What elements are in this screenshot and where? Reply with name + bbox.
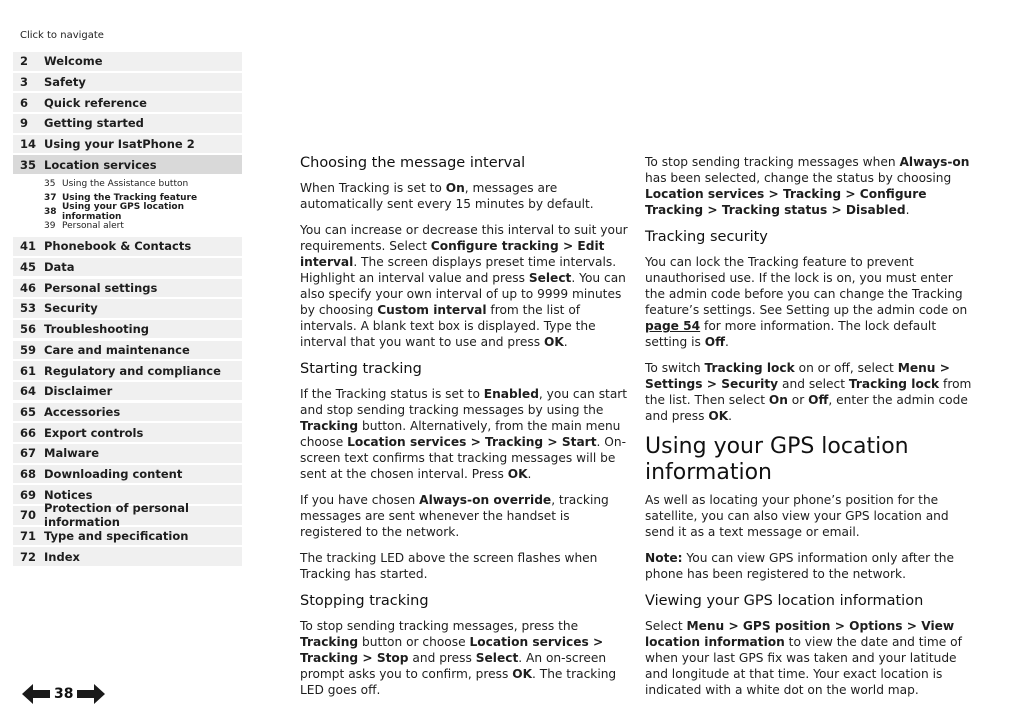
paragraph: To stop sending tracking messages, press the Tracking button or choose Location services > Tracking > Stop and press Select. An on-screen prompt asks you to confirm, press OK. The tracking LED goes off. xyxy=(300,619,617,697)
toc-label: Safety xyxy=(44,74,86,89)
toc-item-getting-started[interactable] xyxy=(13,114,242,133)
toc-page-number: 6 xyxy=(20,95,29,110)
heading-starting-tracking: Starting tracking xyxy=(300,361,422,377)
toc-item-security[interactable] xyxy=(13,299,242,318)
toc-page-number: 67 xyxy=(20,446,37,461)
toc-label: Notices xyxy=(44,487,93,502)
paragraph: Select Menu > GPS position > Options > View location information to view the date and time of when your last GPS fix was taken and your latitude and longitude at that time. Your exact location is indicated with a white dot on the world map. xyxy=(645,619,962,697)
table-of-contents xyxy=(13,52,242,568)
toc-item-data[interactable] xyxy=(13,258,242,277)
heading-using-gps-location: Using your GPS location information xyxy=(645,434,909,485)
toc-sub-page-number: 38 xyxy=(44,207,57,218)
heading-viewing-gps-location: Viewing your GPS location information xyxy=(645,593,924,609)
toc-item-quick-reference[interactable] xyxy=(13,93,242,112)
toc-item-personal-settings[interactable] xyxy=(13,279,242,298)
toc-label: Downloading content xyxy=(44,466,183,481)
toc-item-using-isatphone[interactable] xyxy=(13,135,242,154)
toc-sub-page-number: 35 xyxy=(44,179,56,190)
toc-label: Care and maintenance xyxy=(44,342,190,357)
paragraph: Note: You can view GPS information only after the phone has been registered to the network. xyxy=(645,551,954,581)
toc-label: Malware xyxy=(44,446,100,461)
toc-label: Protection of personal information xyxy=(44,501,189,530)
toc-sub-label: Using the Assistance button xyxy=(62,179,189,190)
paragraph: You can increase or decrease this interval to suit your requirements. Select Configure tracking > Edit interval. The screen displays preset time intervals. Highlight an interval value and press Select. You can also specify your own interval of up to 9999 minutes by choosing Custom interval from the list of intervals. A blank text box is displayed. Type the interval that you want to use and press OK. xyxy=(300,223,628,349)
toc-label: Type and specification xyxy=(44,529,189,543)
toc-page-number: 69 xyxy=(20,487,37,502)
toc-label: Personal settings xyxy=(44,280,158,295)
paragraph: The tracking LED above the screen flashes when Tracking has started. xyxy=(300,551,598,581)
toc-sub-label: Using your GPS location information xyxy=(62,202,185,223)
paragraph: If you have chosen Always-on override, tracking messages are sent whenever the handset is registered to the network. xyxy=(300,493,609,539)
toc-item-index[interactable] xyxy=(13,547,242,566)
toc-item-care-maintenance[interactable] xyxy=(13,341,242,360)
toc-sub-item-assistance-button[interactable] xyxy=(13,177,242,191)
toc-label: Welcome xyxy=(44,54,103,69)
toc-page-number: 53 xyxy=(20,301,37,316)
toc-page-number: 64 xyxy=(20,384,37,399)
toc-item-phonebook-contacts[interactable] xyxy=(13,237,242,256)
toc-page-number: 68 xyxy=(20,466,37,481)
toc-page-number: 56 xyxy=(20,322,37,337)
next-page-arrow-icon[interactable] xyxy=(77,684,105,704)
toc-sub-page-number: 37 xyxy=(44,193,57,204)
toc-page-number: 65 xyxy=(20,404,37,419)
toc-label: Index xyxy=(44,549,80,564)
toc-item-welcome[interactable] xyxy=(13,52,242,71)
page-number: 38 xyxy=(54,686,74,702)
toc-page-number: 61 xyxy=(20,363,37,378)
toc-item-accessories[interactable] xyxy=(13,403,242,422)
previous-page-arrow-icon[interactable] xyxy=(22,684,50,704)
toc-page-number: 35 xyxy=(20,157,37,172)
paragraph: If the Tracking status is set to Enabled, you can start and stop sending tracking messages by using the Tracking button. Alternatively, from the main menu choose Location services > Tracking > Start. On-screen text confirms that tracking messages will be sent at the chosen interval. Press OK. xyxy=(300,387,628,481)
toc-page-number: 46 xyxy=(20,280,37,295)
toc-item-type-specification[interactable] xyxy=(13,527,242,546)
nav-hint: Click to navigate xyxy=(20,30,104,41)
toc-item-disclaimer[interactable] xyxy=(13,382,242,401)
toc-label: Phonebook & Contacts xyxy=(44,239,192,254)
toc-item-downloading-content[interactable] xyxy=(13,465,242,484)
toc-item-malware[interactable] xyxy=(13,444,242,463)
toc-page-number: 41 xyxy=(20,239,37,254)
toc-label: Quick reference xyxy=(44,95,147,110)
toc-page-number: 3 xyxy=(20,74,29,89)
toc-page-number: 71 xyxy=(20,529,37,543)
toc-page-number: 2 xyxy=(20,54,29,69)
toc-sub-label: Personal alert xyxy=(62,221,124,232)
paragraph: To switch Tracking lock on or off, select Menu > Settings > Security and select Tracking lock from the list. Then select On or Off, enter the admin code and press OK. xyxy=(645,361,972,423)
heading-message-interval: Choosing the message interval xyxy=(300,155,526,171)
toc-label: Regulatory and compliance xyxy=(44,363,221,378)
toc-item-export-controls[interactable] xyxy=(13,423,242,442)
toc-item-regulatory-compliance[interactable] xyxy=(13,361,242,380)
paragraph: When Tracking is set to On, messages are automatically sent every 15 minutes by default. xyxy=(300,181,594,211)
toc-label: Location services xyxy=(44,157,157,172)
toc-item-safety[interactable] xyxy=(13,73,242,92)
heading-tracking-security: Tracking security xyxy=(645,229,768,245)
toc-label: Data xyxy=(44,260,75,275)
paragraph: As well as locating your phone’s position for the satellite, you can also view your GPS location and send it as a text message or email. xyxy=(645,493,949,539)
toc-label: Accessories xyxy=(44,404,121,419)
content-column-left xyxy=(300,154,630,708)
toc-item-protection-personal-info[interactable] xyxy=(13,501,242,530)
heading-stopping-tracking: Stopping tracking xyxy=(300,593,429,609)
toc-page-number: 45 xyxy=(20,260,37,275)
toc-sub-item-gps-location[interactable] xyxy=(13,202,242,223)
paragraph: To stop sending tracking messages when Always-on has been selected, change the status by choosing Location services > Tracking > Configure Tracking > Tracking status > Disabled. xyxy=(645,155,970,217)
toc-label: Troubleshooting xyxy=(44,322,150,337)
toc-subsection-list xyxy=(13,176,242,237)
toc-page-number: 66 xyxy=(20,425,37,440)
toc-page-number: 14 xyxy=(20,137,37,151)
toc-label: Disclaimer xyxy=(44,384,113,399)
content-column-right xyxy=(645,154,975,708)
toc-label: Security xyxy=(44,301,98,316)
toc-label: Export controls xyxy=(44,425,144,440)
paragraph: You can lock the Tracking feature to prevent unauthorised use. If the lock is on, you must enter the admin code before you can change the Tracking feature’s settings. See Setting up the admin code on page 54 for more information. The lock default setting is Off. xyxy=(645,255,968,349)
page-54-link[interactable]: page 54 xyxy=(645,319,701,333)
toc-label: Using your IsatPhone 2 xyxy=(44,137,195,151)
toc-sub-label: Using the Tracking feature xyxy=(62,193,198,204)
page-navigation xyxy=(22,682,105,706)
toc-item-troubleshooting[interactable] xyxy=(13,320,242,339)
toc-page-number: 59 xyxy=(20,342,37,357)
toc-item-location-services[interactable] xyxy=(13,155,242,174)
toc-page-number: 9 xyxy=(20,116,29,131)
toc-sub-page-number: 39 xyxy=(44,221,56,232)
toc-label: Getting started xyxy=(44,116,144,131)
toc-page-number: 72 xyxy=(20,549,37,564)
toc-page-number: 70 xyxy=(20,508,37,523)
